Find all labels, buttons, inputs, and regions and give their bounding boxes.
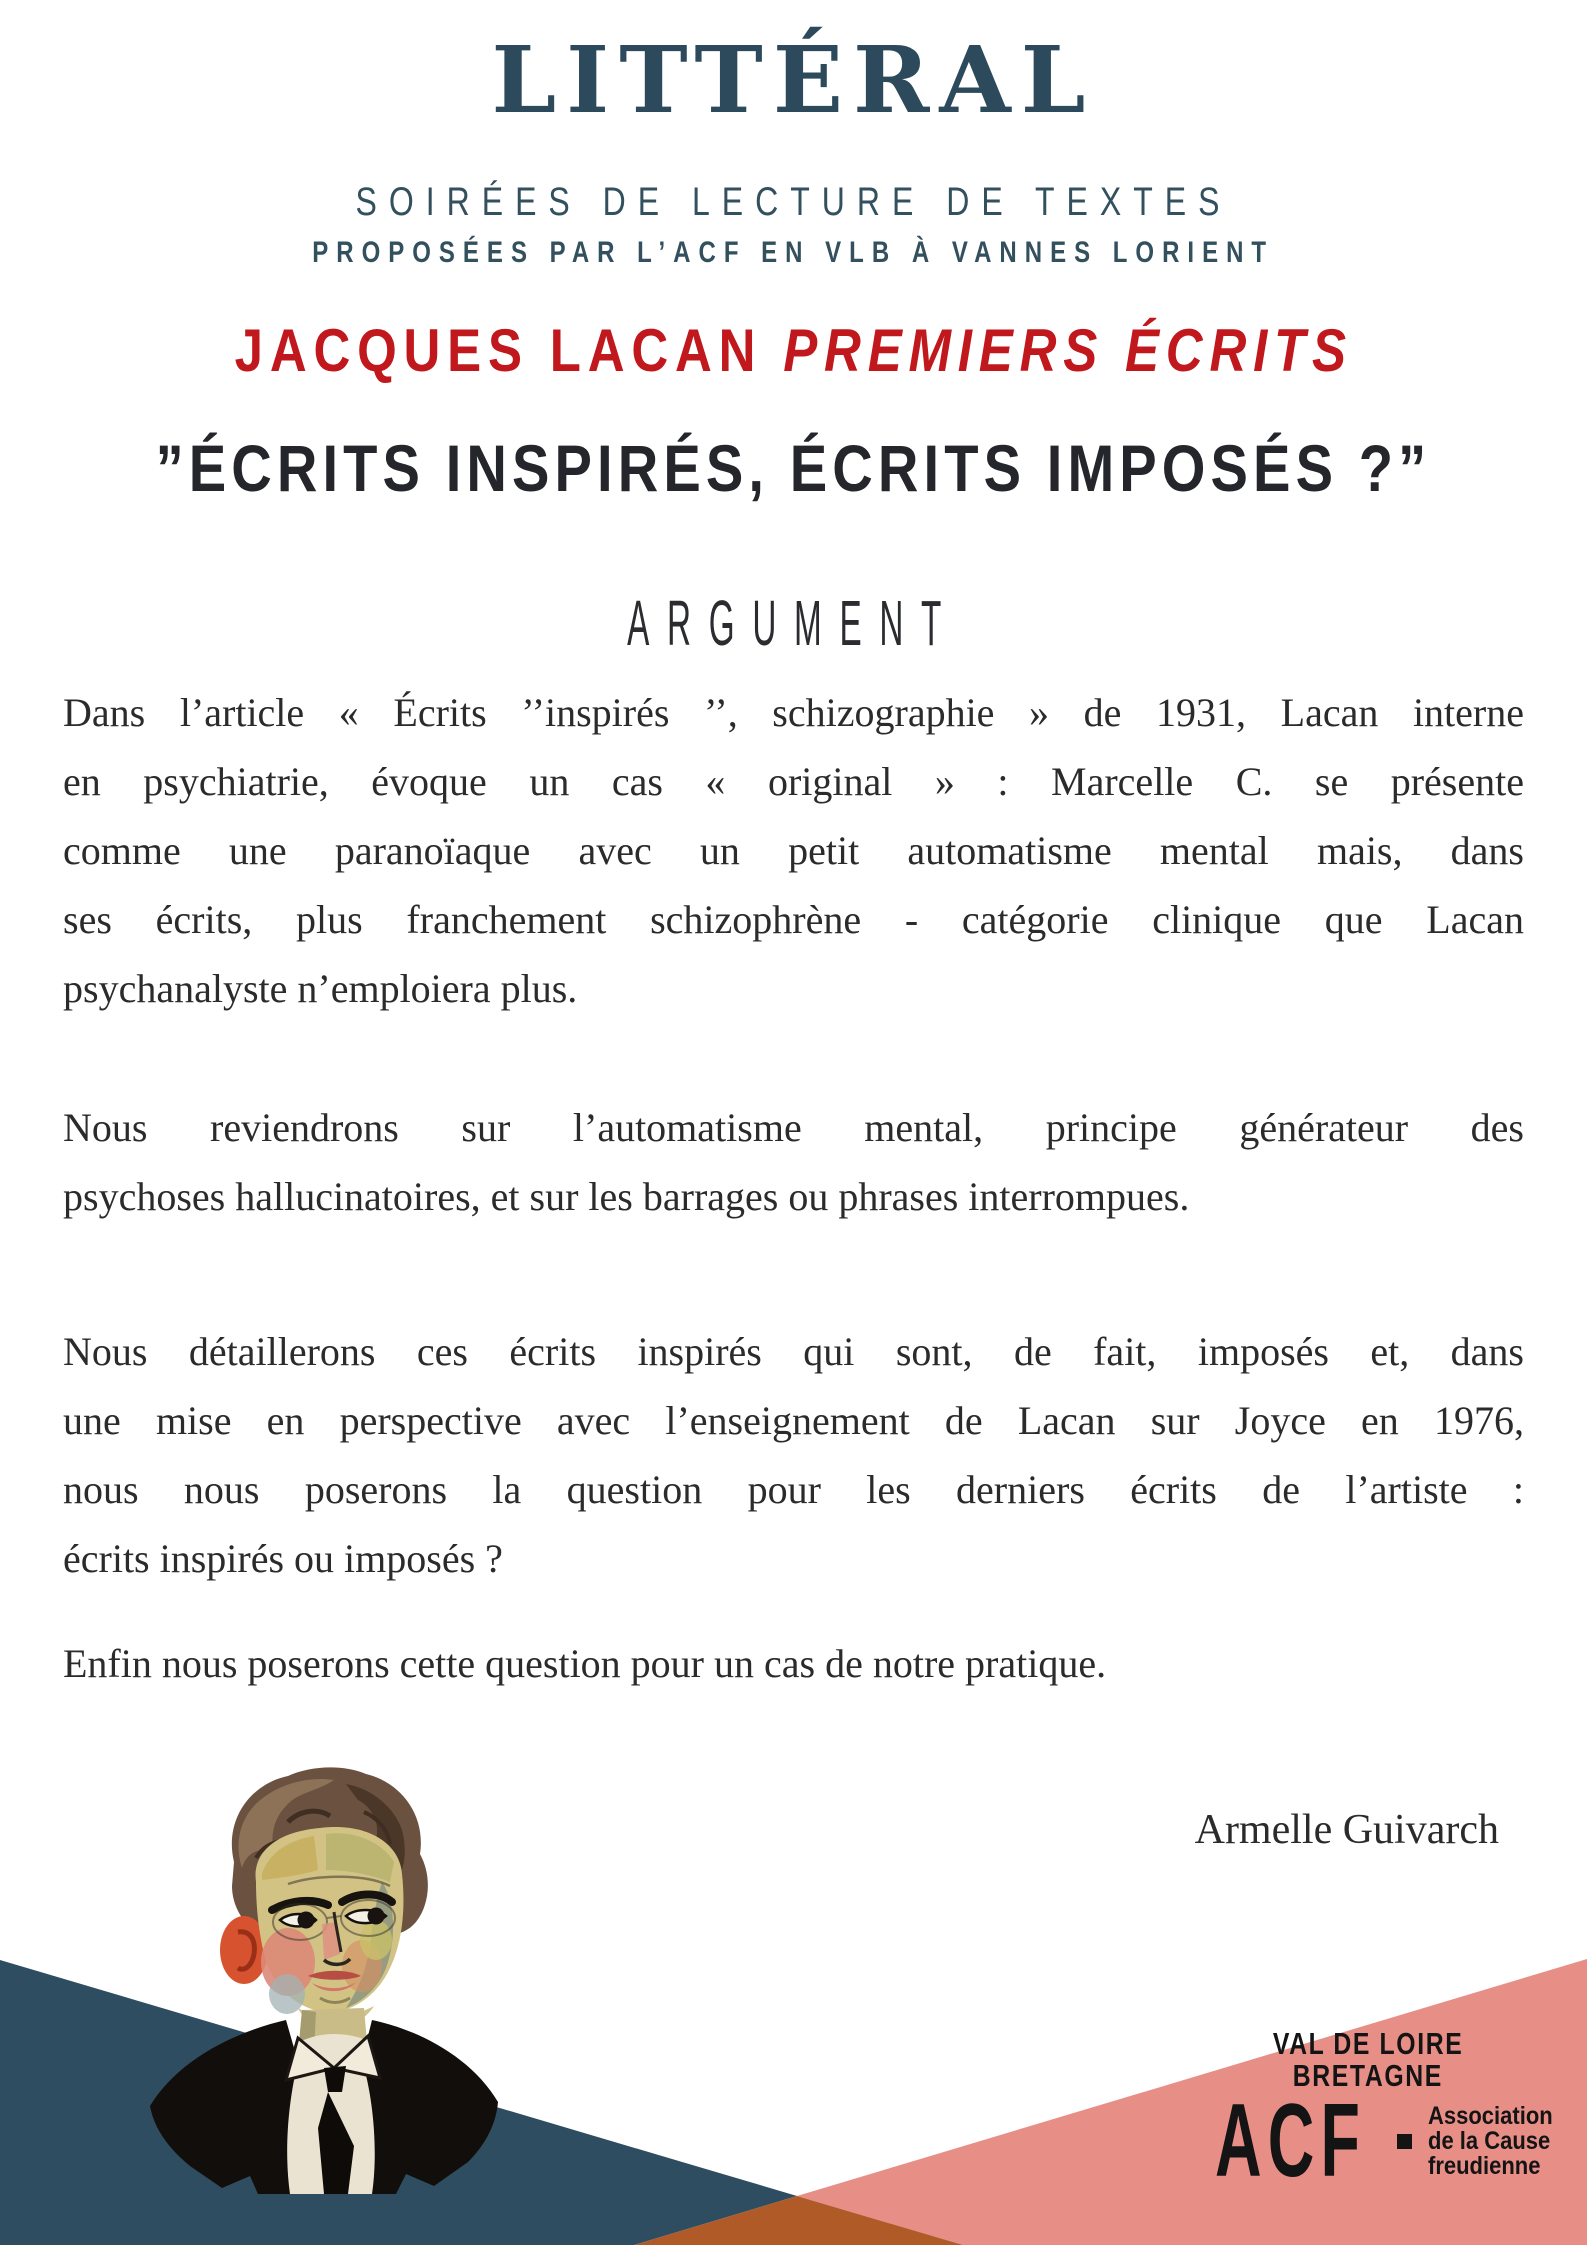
paragraph-line: Dans l’article « Écrits ’’inspirés ’’, schizographie » de 1931, Lacan interne: [63, 690, 1524, 735]
acf-logo-dot: [1397, 2134, 1412, 2149]
acf-logo-letters: ACF: [1215, 2083, 1367, 2199]
acf-logo: [1215, 2083, 1569, 2199]
author-line: [0, 316, 1587, 385]
lacan-portrait-illustration: [138, 1762, 510, 2195]
paragraph-line: ses écrits, plus franchement schizophrène - catégorie clinique que Lacan: [63, 897, 1524, 942]
acf-org-line3: freudienne: [1427, 2151, 1541, 2180]
brand-title: LITTÉRAL: [491, 26, 1096, 134]
paragraph-line: nous nous poserons la question pour les derniers écrits de l’artiste :: [63, 1467, 1524, 1512]
series-name: PREMIERS ÉCRITS: [783, 317, 1353, 384]
author-name: JACQUES LACAN: [234, 317, 763, 384]
paragraph-line: psychanalyste n’emploiera plus.: [63, 966, 578, 1011]
paragraph-1: [63, 678, 1524, 1023]
acf-org-name: [1427, 2101, 1553, 2180]
footer-region-line1: VAL DE LOIRE: [1272, 2026, 1464, 2061]
paragraph-line: comme une paranoïaque avec un petit automatisme mental mais, dans: [63, 828, 1524, 873]
brand-subtitle: [0, 180, 1587, 225]
acf-org-line2: de la Cause: [1427, 2126, 1551, 2155]
paragraph-2: [63, 1093, 1524, 1231]
event-title-text: ”ÉCRITS INSPIRÉS, ÉCRITS IMPOSÉS ?”: [155, 431, 1432, 505]
brand-subtitle-2: [0, 236, 1587, 270]
paragraph-line: psychoses hallucinatoires, et sur les barrages ou phrases interrompues.: [63, 1174, 1190, 1219]
argument-body: [63, 678, 1524, 1698]
paragraph-line: une mise en perspective avec l’enseignement de Lacan sur Joyce en 1976,: [63, 1398, 1524, 1443]
footer-region-line2: BRETAGNE: [1292, 2058, 1444, 2093]
paragraph-line: écrits inspirés ou imposés ?: [63, 1536, 503, 1581]
paragraph-line: en psychiatrie, évoque un cas « original » : Marcelle C. se présente: [63, 759, 1524, 804]
brand-subtitle-2-text: PROPOSÉES PAR L’ACF EN VLB À VANNES LORIENT: [312, 236, 1275, 269]
paragraph-3: [63, 1317, 1524, 1593]
signature-author: Armelle Guivarch: [1194, 1807, 1499, 1853]
brand-subtitle-text: SOIRÉES DE LECTURE DE TEXTES: [355, 180, 1232, 224]
paragraph-line: Enfin nous poserons cette question pour un cas de notre pratique.: [63, 1641, 1107, 1686]
argument-heading-text: ARGUMENT: [627, 587, 960, 659]
paragraph-line: Nous détaillerons ces écrits inspirés qui sont, de fait, imposés et, dans: [63, 1329, 1524, 1374]
argument-heading: [0, 586, 1587, 660]
acf-org-line1: Association: [1427, 2101, 1553, 2130]
paragraph-line: Nous reviendrons sur l’automatisme mental, principe générateur des: [63, 1105, 1524, 1150]
paragraph-4: [63, 1629, 1524, 1698]
event-title: [0, 430, 1587, 506]
